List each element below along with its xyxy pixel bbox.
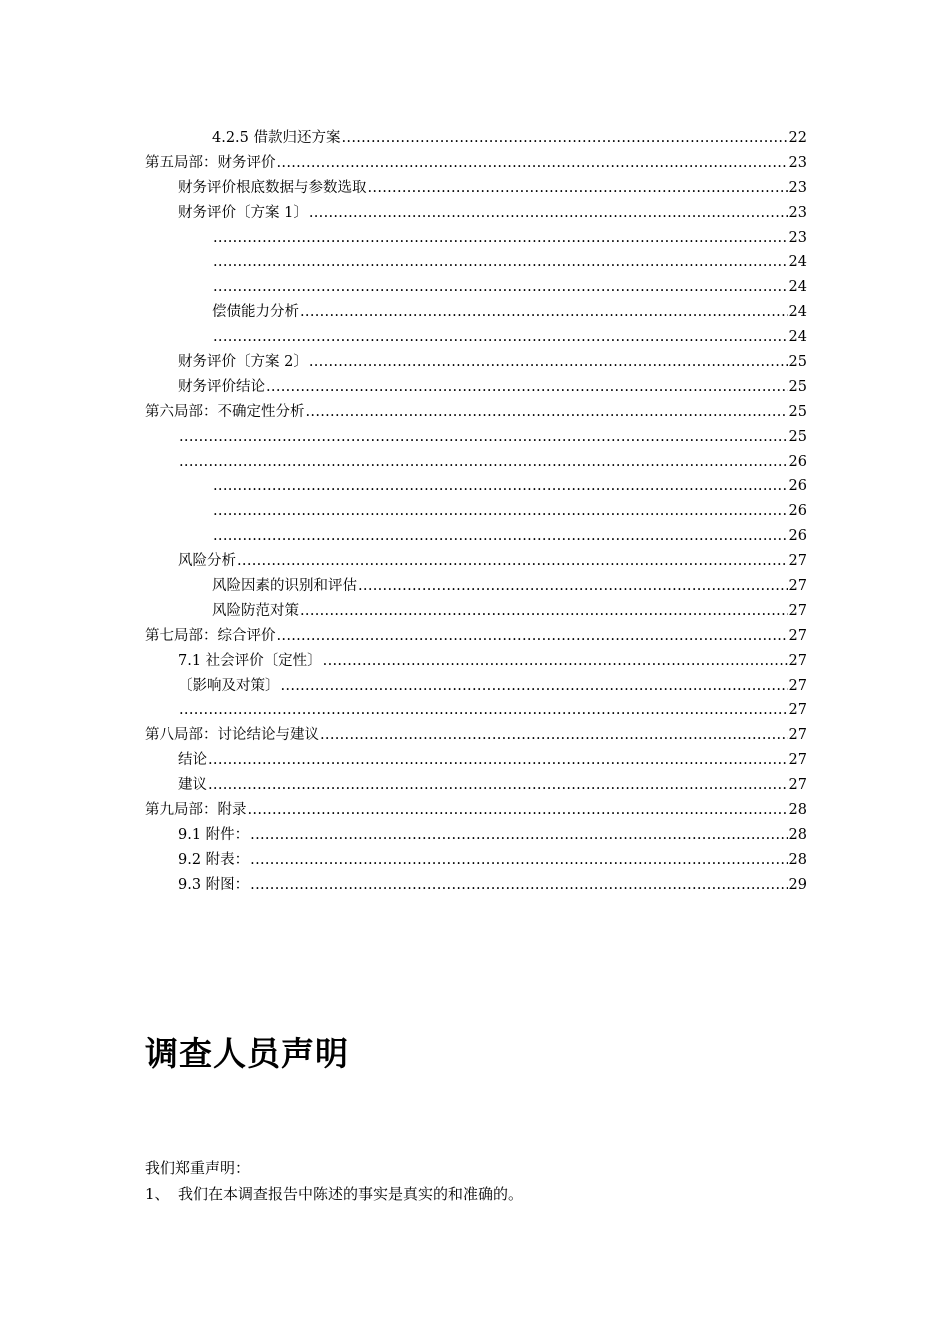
toc-entry-page-number: 24 <box>788 279 807 296</box>
toc-entry-page-number: 27 <box>788 727 807 744</box>
toc-entry[interactable] <box>145 325 807 350</box>
toc-dot-leader <box>320 723 788 748</box>
toc-entry-page-number: 25 <box>788 354 807 371</box>
toc-entry[interactable] <box>145 624 807 649</box>
toc-entry[interactable] <box>145 574 807 599</box>
toc-entry[interactable] <box>145 201 807 226</box>
toc-entry-label: 风险防范对策 <box>212 602 299 619</box>
toc-dot-leader <box>277 624 788 649</box>
toc-entry-page-number: 26 <box>788 503 807 520</box>
toc-entry-page-number: 25 <box>788 378 807 395</box>
toc-entry[interactable] <box>145 649 807 674</box>
toc-dot-leader <box>309 350 788 375</box>
toc-dot-leader <box>208 748 788 773</box>
toc-entry-page-number: 22 <box>788 130 807 146</box>
toc-entry[interactable] <box>145 300 807 325</box>
toc-dot-leader <box>358 574 788 599</box>
toc-entry[interactable] <box>145 126 807 151</box>
toc-entry-page-number: 26 <box>788 528 807 545</box>
toc-entry-page-number: 27 <box>788 677 807 694</box>
toc-entry-label: 9.3 附图： <box>178 876 250 893</box>
toc-entry[interactable] <box>145 250 807 275</box>
toc-dot-leader <box>277 151 788 176</box>
toc-entry-label: 7.1 社会评价〔定性〕 <box>178 652 322 669</box>
toc-entry[interactable] <box>145 425 807 450</box>
toc-entry[interactable] <box>145 848 807 873</box>
toc-dot-leader <box>248 798 788 823</box>
toc-entry[interactable] <box>145 176 807 201</box>
toc-entry[interactable] <box>145 823 807 848</box>
toc-dot-leader <box>250 873 787 898</box>
toc-entry[interactable] <box>145 275 807 300</box>
toc-entry-label: 财务评价结论 <box>178 378 265 395</box>
toc-entry-page-number: 24 <box>788 254 807 271</box>
toc-entry[interactable] <box>145 873 807 898</box>
toc-dot-leader <box>250 823 787 848</box>
toc-entry-label: 第八局部：讨论结论与建议 <box>145 727 319 744</box>
toc-dot-leader <box>281 674 788 699</box>
toc-entry-page-number: 28 <box>788 802 807 819</box>
toc-dot-leader <box>300 599 788 624</box>
toc-dot-leader <box>179 698 788 723</box>
toc-dot-leader <box>213 524 788 549</box>
toc-entry-page-number: 27 <box>788 652 807 669</box>
toc-dot-leader <box>213 325 788 350</box>
toc-entry-page-number: 27 <box>788 777 807 794</box>
toc-entry[interactable] <box>145 450 807 475</box>
toc-dot-leader <box>213 275 788 300</box>
toc-entry-page-number: 23 <box>788 179 807 196</box>
toc-dot-leader <box>309 201 788 226</box>
toc-entry-label: 9.2 附表： <box>178 851 250 868</box>
toc-dot-leader <box>323 649 788 674</box>
toc-entry[interactable] <box>145 773 807 798</box>
toc-entry-page-number: 24 <box>788 304 807 321</box>
toc-entry-page-number: 27 <box>788 578 807 595</box>
toc-entry-page-number: 29 <box>788 876 807 893</box>
declaration-intro: 我们郑重声明： <box>145 1159 251 1177</box>
toc-dot-leader <box>250 848 787 873</box>
toc-entry[interactable] <box>145 350 807 375</box>
toc-entry[interactable] <box>145 400 807 425</box>
toc-entry[interactable] <box>145 698 807 723</box>
toc-entry-page-number: 27 <box>788 702 807 719</box>
table-of-contents <box>145 126 807 898</box>
toc-entry-label: 第六局部：不确定性分析 <box>145 403 305 420</box>
declaration-item-number: 1、 <box>145 1185 170 1203</box>
toc-entry-label: 风险分析 <box>178 553 236 570</box>
declaration-item <box>145 1182 523 1206</box>
toc-entry[interactable] <box>145 723 807 748</box>
toc-entry-page-number: 23 <box>788 229 807 246</box>
toc-entry-label: 第七局部：综合评价 <box>145 627 276 644</box>
toc-entry-page-number: 26 <box>788 478 807 495</box>
toc-entry[interactable] <box>145 474 807 499</box>
toc-entry-page-number: 27 <box>788 553 807 570</box>
toc-entry-page-number: 25 <box>788 403 807 420</box>
toc-dot-leader <box>208 773 788 798</box>
toc-dot-leader <box>300 300 788 325</box>
toc-entry[interactable] <box>145 151 807 176</box>
toc-entry-label: 第九局部：附录 <box>145 802 247 819</box>
toc-entry-label: 9.1 附件： <box>178 826 250 843</box>
toc-entry-page-number: 28 <box>788 851 807 868</box>
toc-dot-leader <box>306 400 788 425</box>
toc-entry[interactable] <box>145 798 807 823</box>
toc-dot-leader <box>213 474 788 499</box>
toc-entry-page-number: 28 <box>788 826 807 843</box>
toc-dot-leader <box>237 549 788 574</box>
toc-entry-label: 结论 <box>178 752 207 769</box>
toc-entry-label: 财务评价〔方案 2〕 <box>178 354 308 371</box>
toc-entry[interactable] <box>145 524 807 549</box>
toc-entry-page-number: 27 <box>788 627 807 644</box>
toc-entry[interactable] <box>145 499 807 524</box>
toc-entry-page-number: 26 <box>788 453 807 470</box>
toc-entry[interactable] <box>145 549 807 574</box>
toc-dot-leader <box>213 226 788 251</box>
toc-entry-label: 财务评价根底数据与参数选取 <box>178 179 367 196</box>
toc-entry-page-number: 25 <box>788 428 807 445</box>
toc-dot-leader <box>342 126 788 151</box>
toc-entry[interactable] <box>145 674 807 699</box>
toc-entry-label: 财务评价〔方案 1〕 <box>178 204 308 221</box>
toc-dot-leader <box>213 250 788 275</box>
toc-entry-label: 风险因素的识别和评估 <box>212 578 357 595</box>
toc-entry-label: 4.2.5 借款归还方案 <box>212 130 341 146</box>
toc-entry-page-number: 24 <box>788 329 807 346</box>
toc-entry-page-number: 23 <box>788 154 807 171</box>
toc-entry-label: 〔影响及对策〕 <box>178 677 280 694</box>
toc-dot-leader <box>179 425 788 450</box>
toc-entry-label: 第五局部：财务评价 <box>145 154 276 171</box>
toc-entry-page-number: 27 <box>788 602 807 619</box>
toc-dot-leader <box>266 375 788 400</box>
toc-entry-page-number: 27 <box>788 752 807 769</box>
toc-entry[interactable] <box>145 226 807 251</box>
toc-entry[interactable] <box>145 748 807 773</box>
toc-entry-page-number: 23 <box>788 204 807 221</box>
toc-dot-leader <box>213 499 788 524</box>
declaration-item-text: 我们在本调查报告中陈述的事实是真实的和准确的。 <box>178 1185 524 1203</box>
toc-entry[interactable] <box>145 599 807 624</box>
toc-entry[interactable] <box>145 375 807 400</box>
section-title: 调查人员声明 <box>145 1034 349 1073</box>
toc-entry-label: 偿债能力分析 <box>212 304 299 321</box>
toc-dot-leader <box>368 176 788 201</box>
toc-dot-leader <box>179 450 788 475</box>
toc-entry-label: 建议 <box>178 777 207 794</box>
